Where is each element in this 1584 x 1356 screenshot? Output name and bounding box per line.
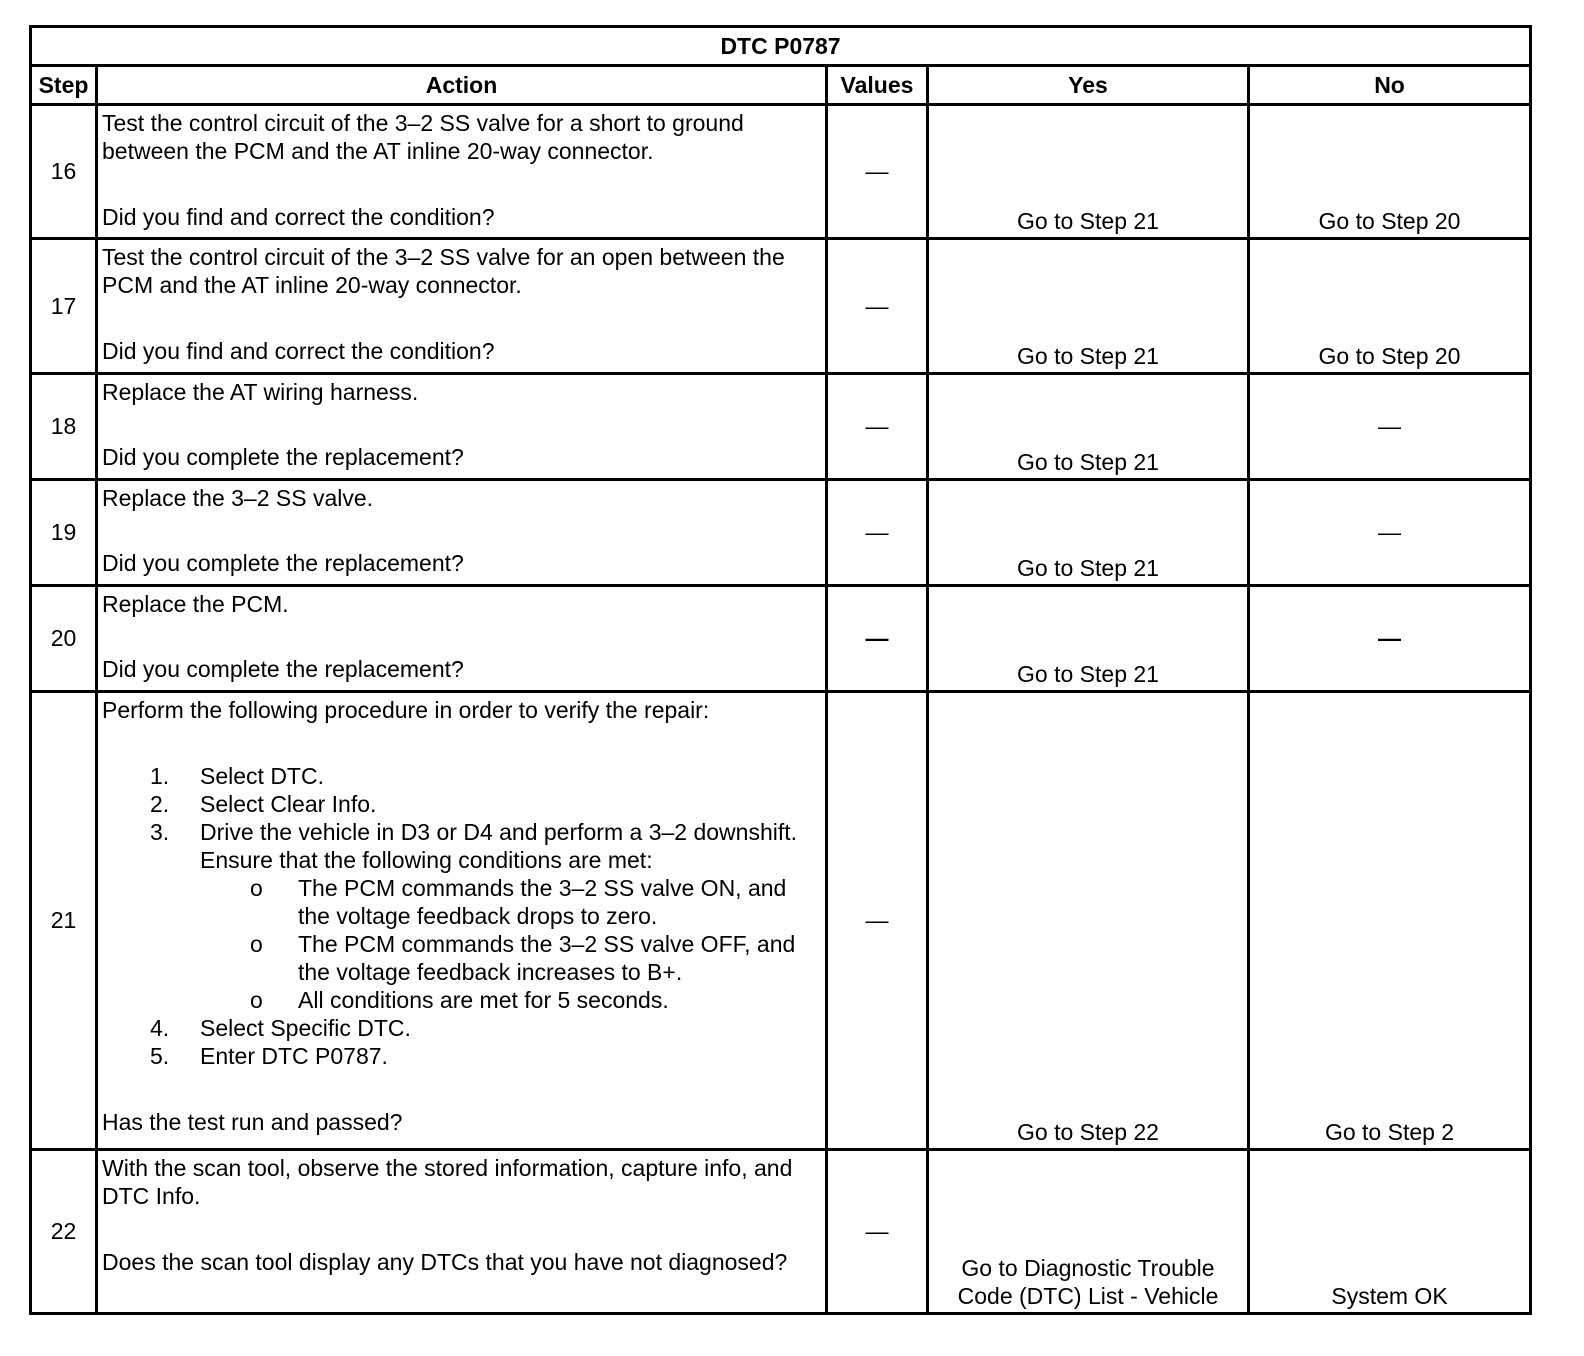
list-item: 1. Select DTC.: [150, 763, 324, 789]
header-row: [31, 66, 1531, 105]
header-action: Action: [97, 66, 827, 105]
yes-cell: Go to Step 21: [928, 105, 1249, 239]
action-instruction: Test the control circuit of the 3–2 SS valve for a short to ground between the PCM and the AT inline 20-way connector.: [102, 110, 744, 164]
table-title: DTC P0787: [31, 27, 1531, 66]
bullet-icon: o: [250, 931, 263, 957]
values-cell: —: [827, 586, 928, 692]
yes-cell: Go to Step 21: [928, 480, 1249, 586]
step-number: 22: [31, 1150, 97, 1314]
dtc-table: [29, 25, 1532, 1315]
list-item: o The PCM commands the 3–2 SS valve OFF, and the voltage feedback increases to B+.: [250, 931, 796, 985]
table-row: [31, 374, 1531, 480]
header-no: No: [1249, 66, 1531, 105]
step-number: 19: [31, 480, 97, 586]
table-row: [31, 1150, 1531, 1314]
list-item: 5. Enter DTC P0787.: [150, 1043, 388, 1069]
action-question: Has the test run and passed?: [102, 1109, 403, 1135]
action-instruction: With the scan tool, observe the stored information, capture info, and DTC Info.: [102, 1155, 793, 1209]
action-instruction: Test the control circuit of the 3–2 SS valve for an open between the PCM and the AT inline 20-way connector.: [102, 244, 785, 298]
yes-cell: Go to Step 21: [928, 586, 1249, 692]
values-cell: —: [827, 480, 928, 586]
action-cell: [97, 105, 827, 239]
step-number: 17: [31, 239, 97, 374]
list-item: 2. Select Clear Info.: [150, 791, 377, 817]
action-question: Did you complete the replacement?: [102, 550, 464, 576]
yes-cell: Go to Step 21: [928, 239, 1249, 374]
table-row: [31, 480, 1531, 586]
yes-cell: Go to Step 21: [928, 374, 1249, 480]
values-cell: —: [827, 105, 928, 239]
action-cell: [97, 586, 827, 692]
step-number: 21: [31, 692, 97, 1150]
no-cell: Go to Step 2: [1249, 692, 1531, 1150]
bullet-icon: o: [250, 875, 263, 901]
yes-cell: Go to Diagnostic Trouble Code (DTC) List - Vehicle: [928, 1150, 1249, 1314]
step-number: 16: [31, 105, 97, 239]
conditions-list: [200, 874, 821, 1014]
values-cell: —: [827, 692, 928, 1150]
action-question: Did you complete the replacement?: [102, 444, 464, 470]
table-row: [31, 692, 1531, 1150]
list-item: 4. Select Specific DTC.: [150, 1015, 411, 1041]
action-question: Does the scan tool display any DTCs that you have not diagnosed?: [102, 1249, 788, 1275]
action-instruction: Replace the PCM.: [102, 591, 289, 617]
yes-cell: Go to Step 22: [928, 692, 1249, 1150]
header-yes: Yes: [928, 66, 1249, 105]
action-cell: [97, 239, 827, 374]
list-item: o The PCM commands the 3–2 SS valve ON, and the voltage feedback drops to zero.: [250, 875, 787, 929]
list-item: 3. Drive the vehicle in D3 or D4 and perform a 3–2 downshift. Ensure that the following conditions are met: o The PCM commands the 3–2 SS valve ON, and the voltage feedback drops to zero. o The PCM commands the 3–2 SS valve OFF, and the voltage feedback increases to B+. o All conditions are met for 5 seconds.: [102, 818, 821, 1014]
action-instruction: Replace the 3–2 SS valve.: [102, 485, 374, 511]
procedure-list: [102, 762, 821, 1070]
action-question: Did you find and correct the condition?: [102, 204, 495, 230]
table-row: [31, 239, 1531, 374]
step-number: 18: [31, 374, 97, 480]
action-cell: [97, 480, 827, 586]
header-step: Step: [31, 66, 97, 105]
no-cell: System OK: [1249, 1150, 1531, 1314]
no-cell: Go to Step 20: [1249, 105, 1531, 239]
action-cell: [97, 374, 827, 480]
no-cell: —: [1249, 586, 1531, 692]
action-instruction: Replace the AT wiring harness.: [102, 379, 419, 405]
header-values: Values: [827, 66, 928, 105]
table-row: [31, 586, 1531, 692]
values-cell: —: [827, 374, 928, 480]
values-cell: —: [827, 1150, 928, 1314]
action-question: Did you complete the replacement?: [102, 656, 464, 682]
no-cell: —: [1249, 480, 1531, 586]
action-cell: [97, 1150, 827, 1314]
no-cell: Go to Step 20: [1249, 239, 1531, 374]
action-cell: [97, 692, 827, 1150]
action-question: Did you find and correct the condition?: [102, 338, 495, 364]
step-number: 20: [31, 586, 97, 692]
no-cell: —: [1249, 374, 1531, 480]
list-item: o All conditions are met for 5 seconds.: [250, 987, 669, 1013]
table-row: [31, 105, 1531, 239]
values-cell: —: [827, 239, 928, 374]
action-intro: Perform the following procedure in order to verify the repair:: [102, 697, 710, 723]
bullet-icon: o: [250, 987, 263, 1013]
